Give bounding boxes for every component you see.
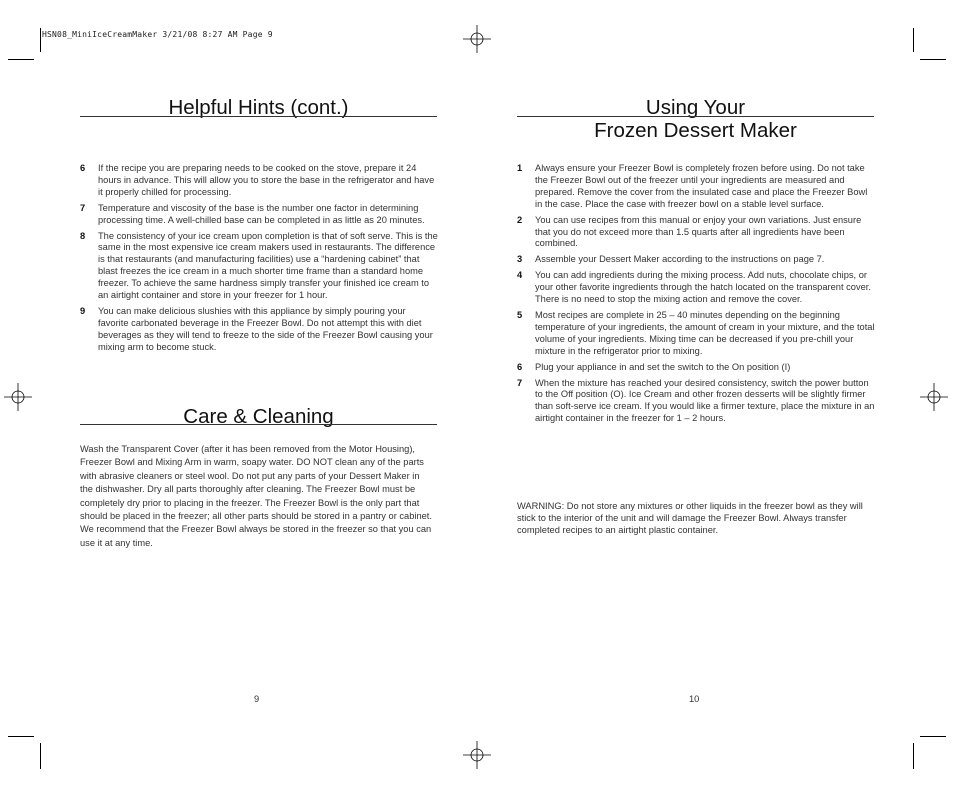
list-item — [80, 203, 438, 227]
step-text: You can use recipes from this manual or enjoy your own variations. Just ensure that you do not exceed more than 1.5 quarts after all ingredients have been combined. — [535, 214, 862, 249]
instruction-steps-list — [517, 163, 875, 429]
heading-line: Using Your — [645, 96, 746, 119]
warning-label: WARNING: — [517, 501, 565, 511]
item-number: 6 — [80, 163, 86, 173]
crop-mark — [920, 59, 946, 60]
list-item — [80, 306, 438, 354]
heading-rule — [80, 424, 437, 425]
step-number: 1 — [517, 163, 523, 173]
item-text: You can make delicious slushies with this appliance by simply pouring your favorite carbonated beverage in the Freezer Bowl. Do not attempt this with diet beverages as they will tend to freeze to the side of the Freezer Bowl causing your mixing arm to become stuck. — [98, 305, 433, 352]
crop-mark — [913, 743, 914, 769]
warning-note — [517, 501, 873, 537]
print-slug: HSN08_MiniIceCreamMaker 3/21/08 8:27 AM Page 9 — [42, 30, 273, 39]
registration-mark-icon — [463, 741, 491, 769]
crop-mark — [40, 743, 41, 769]
helpful-hints-heading: Helpful Hints (cont.) — [168, 96, 349, 119]
step-number: 6 — [517, 361, 523, 372]
crop-mark — [40, 28, 41, 52]
care-cleaning-heading: Care & Cleaning — [183, 405, 334, 428]
care-cleaning-text: Wash the Transparent Cover (after it has been removed from the Motor Housing), Freezer Bowl and Mixing Arm in warm, soapy water. DO NOT clean any of the parts with abrasive cleaners or steel wool. Do not put any parts of your Dessert Maker in the dishwasher. Dry all parts thoroughly after cleaning. The Freezer Bowl must be completely dry prior to placing in the freezer. The Freezer Bowl is the only part that should be placed in the freezer; all other parts should be stored in a pantry or cabinet. We recommend that the Freezer Bowl always be stored in the freezer so that you can use it at any time. — [80, 444, 432, 548]
list-item — [517, 362, 875, 374]
item-number: 9 — [80, 305, 86, 316]
heading-rule — [80, 116, 437, 117]
registration-mark-icon — [4, 383, 32, 411]
step-text: When the mixture has reached your desired consistency, switch the power button to the Off position (O). Ice Cream and other frozen desserts will be slightly firmer than soft-serve ice cream. If you would like a firmer texture, place the mixture in an airtight container in the freezer for 1 – 2 hours. — [535, 377, 875, 424]
warning-text: Do not store any mixtures or other liquids in the freezer bowl as they will stick to the interior of the unit and will damage the Freezer Bowl. Always transfer completed recipes to an airtight plastic container. — [517, 501, 863, 535]
crop-mark — [920, 736, 946, 737]
step-number: 3 — [517, 254, 523, 265]
step-text: Most recipes are complete in 25 – 40 minutes depending on the beginning temperature of your ingredients, the amount of cream in your mixture, and the total volume of your ingredients. Mixing time can be decreased if you pre-chill your mixture in the refrigerator prior to mixing. — [535, 309, 875, 356]
crop-mark — [8, 59, 34, 60]
list-item — [517, 254, 875, 266]
step-number: 2 — [517, 214, 523, 225]
page-number: 9 — [254, 694, 260, 704]
using-your-heading — [517, 96, 874, 142]
list-item — [517, 310, 875, 358]
step-text: Always ensure your Freezer Bowl is completely frozen before using. Do not take the Freezer Bowl out of the freezer until your ingredients are measured and prepared. Remove the cover from the insulated case and place the Freezer Bowl in the case. Place the case with freezer bowl on a stable level surface. — [535, 163, 868, 209]
registration-mark-icon — [920, 383, 948, 411]
step-text: You can add ingredients during the mixing process. Add nuts, chocolate chips, or your other favorite ingredients through the hatch located on the transparent cover. There is no need to stop the mixing action and remove the cover. — [535, 270, 871, 305]
list-item — [517, 215, 875, 251]
list-item — [517, 163, 875, 211]
step-number: 4 — [517, 270, 523, 281]
item-number: 7 — [80, 202, 86, 213]
helpful-hints-list — [80, 163, 438, 358]
list-item — [517, 270, 875, 306]
crop-mark — [8, 736, 34, 737]
heading-line: Frozen Dessert Maker — [594, 119, 797, 142]
step-number: 5 — [517, 309, 523, 320]
item-text: Temperature and viscosity of the base is the number one factor in determining processing time. A well-chilled base can be completed in as little as 20 minutes. — [98, 202, 425, 225]
list-item — [80, 163, 438, 199]
item-text: If the recipe you are preparing needs to be cooked on the stove, prepare it 24 hours in advance. This will allow you to store the base in the refrigerator and have it properly chilled for processing. — [98, 163, 435, 197]
item-number: 8 — [80, 230, 86, 241]
registration-mark-icon — [463, 25, 491, 53]
crop-mark — [913, 28, 914, 52]
step-text: Assemble your Dessert Maker according to the instructions on page 7. — [535, 254, 825, 265]
step-text: Plug your appliance in and set the switch to the On position (I) — [535, 361, 791, 372]
heading-rule — [517, 116, 874, 117]
page-number: 10 — [689, 694, 700, 704]
item-text: The consistency of your ice cream upon completion is that of soft serve. This is the same in the most expensive ice cream makers used in restaurants. The difference is that restaurants (and manufacturing facilities) use a “hardening cabinet” that blast freezes the ice cream in a much shorter time frame than a standard home freezer. To achieve the same hardness simply transfer your finished ice cream to an airtight container and store in your freezer for 1 hour. — [98, 230, 438, 301]
step-number: 7 — [517, 377, 523, 388]
list-item — [517, 378, 875, 426]
list-item — [80, 231, 438, 302]
